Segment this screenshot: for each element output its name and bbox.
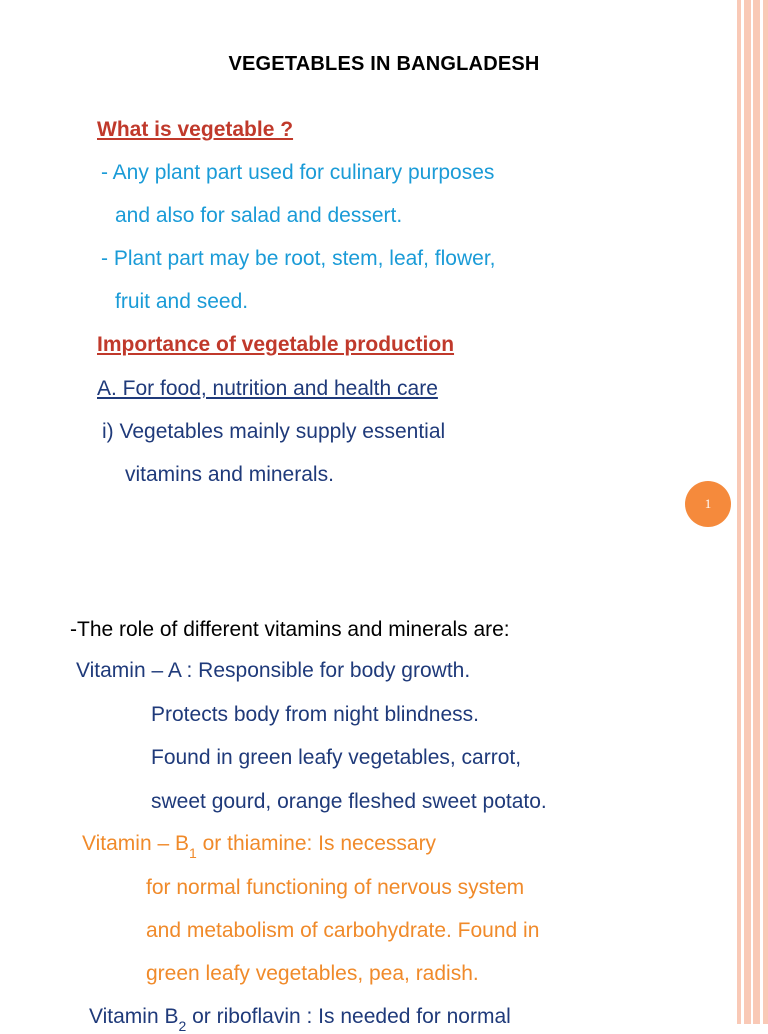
vitamin-a-line: Protects body from night blindness. xyxy=(151,703,480,726)
vitamin-a-line: Vitamin – A : Responsible for body growth. xyxy=(76,659,471,682)
importance-heading: Importance of vegetable production xyxy=(97,333,455,356)
definition-line: and also for salad and dessert. xyxy=(115,204,403,227)
vitamin-b1-prefix: Vitamin – B xyxy=(82,832,189,855)
food-nutrition-subheading: A. For food, nutrition and health care xyxy=(97,377,438,400)
vitamin-b1-line xyxy=(82,831,437,861)
vitamin-b1-line: green leafy vegetables, pea, radish. xyxy=(146,962,479,985)
vitamin-b1-line: for normal functioning of nervous system xyxy=(146,876,525,899)
vitamin-b2-suffix: or riboflavin : Is needed for normal xyxy=(186,1005,511,1028)
what-is-vegetable-heading: What is vegetable ? xyxy=(97,118,294,141)
border-stripe xyxy=(751,0,753,1024)
vitamin-b1-suffix: or thiamine: Is necessary xyxy=(196,832,437,855)
definition-line: - Any plant part used for culinary purposes xyxy=(101,161,495,184)
vitamin-b1-subscript: 1 xyxy=(189,845,197,861)
point-line: i) Vegetables mainly supply essential xyxy=(102,420,446,443)
point-line: vitamins and minerals. xyxy=(125,463,334,486)
vitamin-a-line: Found in green leafy vegetables, carrot, xyxy=(151,746,522,769)
vitamin-b1-line: and metabolism of carbohydrate. Found in xyxy=(146,919,540,942)
vitamin-a-line: sweet gourd, orange fleshed sweet potato. xyxy=(151,790,547,813)
definition-line: fruit and seed. xyxy=(115,290,249,313)
document-title: VEGETABLES IN BANGLADESH xyxy=(228,53,540,75)
vitamin-b2-prefix: Vitamin B xyxy=(89,1005,179,1028)
border-stripe xyxy=(741,0,744,1024)
vitamins-intro: -The role of different vitamins and minerals are: xyxy=(70,618,510,641)
vitamin-b2-line xyxy=(89,1004,511,1034)
page-number-badge: 1 xyxy=(685,481,731,527)
vitamin-b2-subscript: 2 xyxy=(178,1018,187,1034)
definition-line: - Plant part may be root, stem, leaf, flower, xyxy=(101,247,496,270)
border-stripe xyxy=(760,0,763,1024)
